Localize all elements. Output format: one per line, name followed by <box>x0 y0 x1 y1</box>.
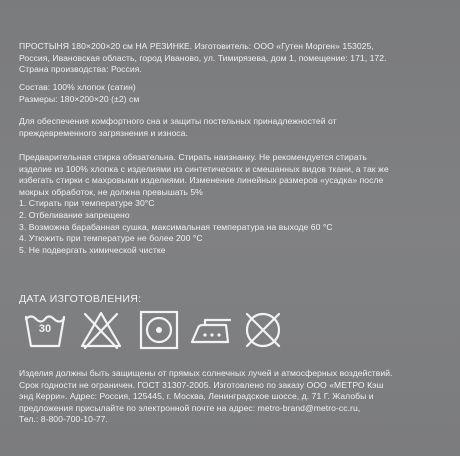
no-bleach-icon <box>79 308 123 352</box>
care-intro-line-1: Предварительная стирка обязательна. Стирать наизнанку. Не рекомендуется стирать <box>19 152 367 162</box>
composition-size: Размеры: 180×200×20 (±2) см <box>19 93 140 104</box>
header-line-2: Россия, Ивановская область, город Иваново, ул. Тимирязева, дом 1, помещение: 171, 172. <box>19 52 387 63</box>
purpose-info <box>19 116 443 139</box>
wash-30-icon <box>23 308 67 352</box>
footer-line-4: предложения присылайте по электронной почте на адрес: metro-brand@metro-cc.ru, <box>19 402 361 413</box>
manufacturer-info <box>19 41 443 76</box>
no-dry-clean-icon <box>241 308 285 352</box>
composition-material: Состав: 100% хлопок (сатин) <box>19 82 136 92</box>
header-line-3: Страна производства: Россия. <box>19 64 142 75</box>
care-instructions <box>19 152 443 256</box>
care-intro-line-2: изделие из 100% хлопка с изделиями из синтетических и смешанных видов ткани, а так же <box>19 163 389 174</box>
wash-temperature: 30 <box>38 323 52 335</box>
care-item: 1. Стирать при температуре 30°С <box>19 198 155 209</box>
care-item: 4. Утюжить при температуре не более 200 °С <box>19 233 203 244</box>
storage-info <box>19 368 443 426</box>
tumble-dry-icon <box>137 308 181 352</box>
composition-info <box>19 82 443 105</box>
care-intro-line-3: избегать стирки с махровыми изделиями. Изменение линейных размеров «усадка» после <box>19 175 384 186</box>
footer-line-2: Срок годности не ограничен. ГОСТ 31307-2005. Изготовлено по заказу ООО «МЕТРО Кэш <box>19 379 384 390</box>
footer-line-5: Тел.: 8-800-700-10-77. <box>19 414 108 425</box>
production-date-label: ДАТА ИЗГОТОВЛЕНИЯ: <box>19 293 142 305</box>
care-symbols <box>19 308 289 354</box>
care-item: 5. Не подвергать химической чистке <box>19 244 166 255</box>
care-item: 2. Отбеливание запрещено <box>19 209 130 220</box>
footer-line-3: энд Керри». Адрес: Россия, 125445, г. Москва, Ленинградское шоссе, д. 71 Г. Жалобы и <box>19 391 374 402</box>
iron-icon <box>189 308 233 352</box>
purpose-line-1: Для обеспечения комфортного сна и защиты постельных принадлежностей от <box>19 116 337 126</box>
footer-line-1: Изделия должны быть защищены от прямых солнечных лучей и атмосферных воздействий. <box>19 368 393 378</box>
header-line-1: ПРОСТЫНЯ 180×200×20 см НА РЕЗИНКЕ. Изготовитель: ООО «Гутен Морген» 153025, <box>19 41 374 51</box>
care-item: 3. Возможна барабанная сушка, максимальная температура на выходе 60 °С <box>19 221 333 232</box>
care-intro-line-4: мокрых обработок, не должна превышать 5% <box>19 186 203 197</box>
purpose-line-2: преждевременного загрязнения и износа. <box>19 127 188 138</box>
